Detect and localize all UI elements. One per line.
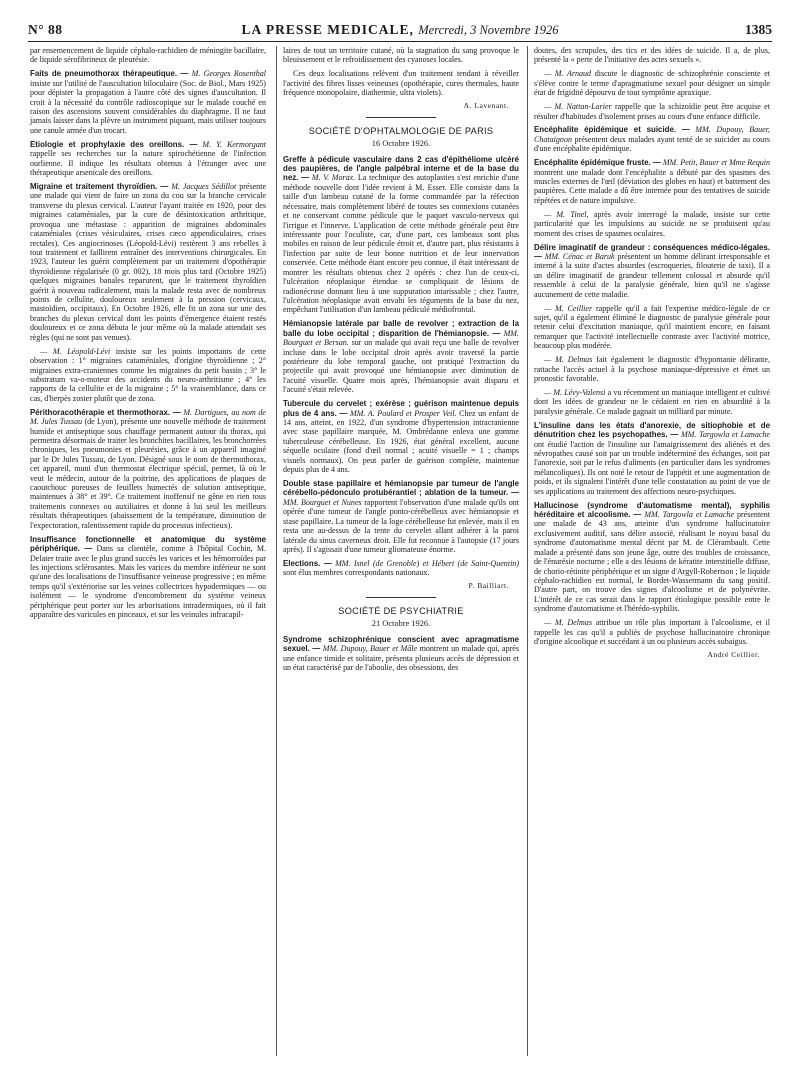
article-paragraph bbox=[534, 46, 770, 65]
journal-title bbox=[28, 22, 772, 38]
article-text: rapportent l'observation d'une malade qu'ils ont opérée d'une tumeur de l'angle ponto-cérébelleux avec hémianopsie et stase papillaire. La tumeur de la loge cérébelleuse fut enlevée, mais il en resta une au-dessus de la tente du cervelet allant adhérer à la paroi latérale du sinus caverneux droit. Elle fut reconnue à l'autopsie (17 jours après). Il s'agissait d'une tumeur gliomateuse énorme. bbox=[283, 497, 520, 554]
signature-ceillier: André Ceillier. bbox=[707, 649, 760, 659]
article-paragraph bbox=[534, 388, 770, 416]
article-paragraph bbox=[534, 125, 770, 153]
article-authors: MM. Cénac et Baruk bbox=[544, 252, 615, 262]
article-authors: M. Jacques Sédillot bbox=[171, 181, 237, 191]
article-heading: L'insuline dans les états d'anorexie, de sitiophobie et de dénutrition chez les psychopathes. — bbox=[534, 420, 770, 440]
article-authors: — M. Tinel, bbox=[544, 209, 589, 219]
article-text: attribue un rôle plus important à l'alcoolisme, et il rappelle les cas qu'il a publiés de psychose hallucinatoire chronique d'origine alcoolique et succédant à un ou plusieurs accès subaigus. bbox=[534, 618, 771, 647]
article-authors: — M. Delmas bbox=[544, 355, 593, 365]
article-paragraph bbox=[283, 559, 519, 578]
article-text: laires de tout un territoire cutané, où la stagnation du sang provoque le bleuissement et le refroidissement des cyanoses locales. bbox=[283, 46, 519, 65]
article-text: présentent un homme délirant irresponsable et interné à la suite d'actes absurdes (escroqueries, filouterie de taxi). Il a un délire imaginatif de grandeur tellement colossal et absurde qu'il ressemble à celui de la paralysie générale, bien qu'il ne s'agisse aucunement de cette maladie. bbox=[534, 252, 770, 299]
article-text: présentent une malade de 43 ans, atteinte d'un syndrome hallucinatoire exclusivement auditif, sans délire associé, réalisant le noyau basal du syndrome d'automatisme mental décrit par M. de Clérambault. Cette malade a présenté dans son jeune âge, outre des troubles de croissance, de l'énurésie nocturne ; elle a des lésions de kératite interstitielle diffuse, de chorio-rétinite périphérique et un signe d'Argyll-Robertson ; le liquide céphalo-rachidien est normal, le Bordet-Wassermann du sang positif. D'autre part, on trouve des signes d'alcoolisme et de polynévrite. L'intérêt de ce cas serait dans le rapport étiologique possible entre le syndrome d'automatisme et l'hérédo-syphilis. bbox=[534, 510, 771, 614]
article-text: montrent une malade dont l'encéphalite a débuté par des spasmes des muscles externes de l'œil (déviation des globes en haut) et battement des paupières. Cette malade a dû être internée pour des tentatives de suicide répétées et de nature impulsive. bbox=[534, 167, 770, 205]
article-heading: Greffe à pédicule vasculaire dans 2 cas d'épithéliome ulcéré des paupières, de l'angle palpébral interne et de la base du nez. — bbox=[283, 154, 519, 183]
article-paragraph bbox=[30, 69, 266, 135]
article-authors: MM. A. Poulard et Prosper Veil. bbox=[349, 408, 457, 418]
header-rule bbox=[28, 41, 772, 42]
article-text: par ensemencement de liquide céphalo-rachidien de méningite bacillaire, de liquide sérofibrineux de pleurésie. bbox=[30, 46, 266, 65]
article-authors: MM. Isnel (de Grenoble) et Hébert (de Saint-Quentin) bbox=[335, 558, 520, 568]
society-psychiatrie-date: 21 Octobre 1926. bbox=[371, 618, 431, 628]
article-authors: M. Georges Rosenthal bbox=[191, 69, 266, 79]
article-authors: M. Dartigues, au nom de M. Jules Tussau bbox=[30, 407, 267, 427]
article-heading: Encéphalite épidémique et suicide. — bbox=[534, 125, 690, 135]
article-text: La technique des autoplasties s'est enrichie d'une méthode nouvelle dont l'idée revient à M. Esser. Elle consiste dans la taille d'un lambeau cutané de la forme commandée par la réfection nécessaire, mais complètement libéré de toutes ses connexions cutanées et ne conservant comme pédicule que le paquet vasculo-nerveux qui l'irrigue et l'innerve. L'application de cette méthode générale peut être intéressante pour l'oculiste, car, d'une part, ces lambeaux sont plus mobiles en raison de leur pédicule étroit et, d'autre part, plus résistants à l'infection par suite de leur bonne nutrition et de leur innervation conservée. Cette méthode étant encore peu connue, il était intéressant de montrer les résultats obtenus chez 2 opérés : chez l'un de ceux-ci, l'ulcération néoplasique étendue se compliquait de lésions de radionécrose donnant lieu à une suppuration intarissable ; chez l'autre, l'ulcération néoplasique avait envahi les téguments de la base du nez, empêchant l'utilisation d'un lambeau pédiculé médiofrontal. bbox=[283, 173, 520, 315]
article-heading: Hallucinose (syndrome d'automatisme mental), syphilis héréditaire et alcoolisme. — bbox=[534, 500, 770, 520]
article-paragraph bbox=[534, 304, 770, 351]
article-paragraph bbox=[534, 618, 770, 646]
article-paragraph bbox=[283, 479, 519, 554]
article-authors: — M. Lévy-Valensi bbox=[544, 388, 606, 397]
article-paragraph bbox=[283, 46, 519, 65]
article-authors: MM. Targowla et Lamache bbox=[680, 430, 771, 440]
col2b-paragraphs bbox=[283, 155, 519, 578]
article-paragraph bbox=[30, 140, 266, 178]
article-text: rappelle ses recherches sur la nature spirochétienne de l'infection ourlienne. Il indique les résultats obtenus à l'étranger avec une thérapeutique arsenicale des oreillons. bbox=[30, 149, 266, 178]
article-authors: MM. Targowla et Lamache bbox=[644, 510, 735, 520]
article-text: montrent un malade qui, après une enfance timide et solitaire, présenta plusieurs accès de dépression et un état caractérisé par de l'aboulie, des obsessions, des bbox=[283, 644, 520, 673]
article-heading: Etiologie et prophylaxie des oreillons. — bbox=[30, 139, 198, 149]
article-text: sont élus membres correspondants nationaux. bbox=[283, 568, 430, 578]
article-text: (de Lyon), présente une nouvelle méthode de traitement humide et antiseptique sous chauffage permanent autour du thorax, qui permettra désormais de traiter les bronchites bacillaires, les bronchorrées chroniques, les pneumonies et pleurésies, grâce à un appareil imaginé par le Dr Jules Tussau, de Lyon. Désigné sous le nom de thermothorax, cet appareil, muni d'un thermostat électrique spécial, permet, là où le veut le médecin, autour de la poitrine, des applications de plaques de caoutchouc poreuses de feuillets humectés de solution antiseptique, maintenues à 38° et 39°. Ce traitement inoffensif ne gêne en rien tous traitements connexes ou auxiliaires et donne à lui seul les meilleurs résultats thérapeutiques (abaissement de la température, diminution de l'expectoration, ralentissement rapide du processus infectieux). bbox=[30, 417, 266, 530]
society-ophtalmologie-title: SOCIÉTÉ D'OPHTALMOLOGIE DE PARIS bbox=[308, 126, 494, 136]
article-authors: — M. Arnaud bbox=[544, 69, 592, 79]
issue-date: Mercredi, 3 Novembre 1926 bbox=[418, 23, 559, 37]
page-header bbox=[28, 22, 772, 40]
col3-paragraphs bbox=[534, 46, 770, 646]
article-heading: Double stase papillaire et hémianopsie par tumeur de l'angle cérébello-pédonculo protubérantiel ; ablation de la tumeur. — bbox=[283, 479, 519, 498]
column-2 bbox=[283, 46, 519, 677]
article-authors: — M. Ceillier bbox=[544, 303, 593, 313]
article-paragraph bbox=[534, 355, 770, 383]
article-text: ont étudié l'action de l'insuline sur l'amaigrissement des aliénés et des névropathes causé soit par un trouble indéterminé des échanges, soit par l'anorexie, soit par le refus d'aliments (en particulier dans les syndromes mélancoliques). Ils ont noté le retour de l'appétit et une augmentation de poids, et ils signalent l'intérêt d'une telle constatation au point de vue de ses applications au traitement des affections neuro-psychiques. bbox=[534, 439, 770, 496]
signature-bailliart: P. Bailliart. bbox=[468, 581, 509, 591]
article-authors: — M. Delmas bbox=[544, 618, 592, 628]
article-heading: Encéphalite épidémique fruste. — bbox=[534, 158, 661, 168]
article-text: présente une malade qui vient de faire un zona du cou sur la branche cervicale transverse du plexus cervical. L'auteur l'ayant traitée en 1920, pour des migraines cataméniales, par la cure de désintoxication arthritique, provoqua une métastase : apparition de migraines abdominales cataméniales (crises vésiculaires, crises cæco appendiculaires, crises rectales). Ces angiocrinoses (Léopold-Lévi) restèrent 3 ans rebelles à tout traitement et faillirent entraîner des interventions chirurgicales. En 1923, l'auteur les guérit complètement par un traitement d'opothérapie thyroïdienne régularisée (0 gr. 002), 18 mois plus tard (Octobre 1925) quelques migraines banales reparurent, que le traitement thyroïdien guérit à nouveau radicalement, mais la malade resta avec de nombreux points de cellulite, douloureux seulement à la pression (cervicaux, mastoïdien, occipitaux). En Octobre 1926, elle fit un zona sur une des branches du plexus cervical dont les points d'émergence étaient restés douloureux et ce zona débuta le jour même où la malade attendait ses règles (qui ne sont pas venues). bbox=[30, 181, 267, 342]
article-paragraph bbox=[534, 158, 770, 205]
article-text: a vu récemment un maniaque intelligent et cultivé dont les idées de grandeur ne le cédaient en rien en absurdité à la paralysie générale. Ce malade gagnait un milliard par minute. bbox=[534, 388, 770, 416]
article-heading: Hémianopsie latérale par balle de revolver ; extraction de la balle du lobe occipital ; disparition de l'hémianopsie. — bbox=[283, 319, 519, 338]
article-paragraph bbox=[30, 347, 266, 404]
article-text: présentent deux malades ayant tenté de se suicider au cours d'une encéphalite épidémique. bbox=[534, 134, 770, 154]
article-text: discute le diagnostic de schizophrénie consciente et s'élève contre le terme d'apragmatisme sexuel pour désigner un simple état de frigidité dépourvu de tout symptôme apraxique. bbox=[534, 69, 771, 98]
column-3 bbox=[534, 46, 770, 666]
article-text: Dans sa clientèle, comme à l'hôpital Cochin, M. Delater traite avec le plus grand succès les varices et les hémorroïdes par les injections sclérosantes. Mais les varices du membre inférieur ne sont qu'une des localisations de l'insuffisance veineuse progressive ; en même temps qu'il s'extériorise sur les veines collectrices hypodermiques — ou isolément — le syndrome d'encombrement du système veineux périphérique peut porter sur les arborisations intradermiques, où il fait apparaître des varicules en pinceaux, et sur les veinules infracapil- bbox=[30, 544, 266, 620]
article-heading: Périthoracothérapie et thermothorax. — bbox=[30, 407, 181, 417]
issue-number: N° 88 bbox=[28, 22, 63, 37]
article-authors: MM. Bourguet et Bersan. bbox=[283, 328, 519, 348]
signature-lavenant: A. Lavenant. bbox=[463, 101, 509, 111]
article-text: après avoir interrogé la malade, insiste sur cette particularité que les impulsions au suicide ne se produisent qu'au moment des crises de spasmes oculaires. bbox=[534, 209, 770, 238]
article-authors: M. Y. Kermorgant bbox=[202, 139, 267, 149]
article-paragraph bbox=[283, 155, 519, 315]
article-authors: M. V. Morax. bbox=[311, 173, 356, 183]
col2c-paragraphs bbox=[283, 635, 519, 673]
col1-paragraphs bbox=[30, 46, 266, 619]
article-paragraph bbox=[30, 408, 266, 530]
column-1 bbox=[30, 46, 266, 624]
article-paragraph bbox=[534, 501, 770, 614]
article-paragraph bbox=[30, 182, 266, 342]
article-text: fait également le diagnostic d'hypomanie délirante, rattache l'accès actuel à la psychose maniaque-dépressive et émet un pronostic favorable. bbox=[534, 355, 770, 384]
article-text: rappelle que la schizoïdie peut être acquise et résulter d'habitudes d'isolement prises au cours d'une enfance difficile. bbox=[534, 102, 770, 121]
article-heading: Faits de pneumothorax thérapeutique. — bbox=[30, 69, 189, 79]
society-psychiatrie-title: SOCIÉTÉ DE PSYCHIATRIE bbox=[338, 606, 464, 617]
article-paragraph bbox=[30, 535, 266, 620]
article-authors: MM. Dupouy, Bauer, Chataignon bbox=[534, 125, 770, 144]
section-separator bbox=[366, 597, 436, 598]
article-text: Chez un enfant de 14 ans, atteint, en 1922, d'un syndrome d'hypertension intracranienne avec stase papillaire marquée, M. Ombrédanne enleva une gomme tuberculeuse cérébelleuse. En 1926, état général excellent, aucune séquelle oculaire (fond d'œil normal ; acuité visuelle = 1 ; champs visuels normaux). On peut parler de guérison complète, maintenue depuis plus de 4 ans. bbox=[283, 408, 520, 475]
article-heading: Insuffisance fonctionnelle et anatomique du système périphérique. — bbox=[30, 534, 266, 554]
article-paragraph bbox=[283, 319, 519, 394]
article-text: Ces deux localisations relèvent d'un traitement tendant à réveiller l'activité des fibres lisses veineuses (opothérapie, cures thermales, haute fréquence monopolaire, diathermie, ultra violets). bbox=[283, 69, 519, 98]
article-text: rappelle qu'il a fait l'expertise médico-légale de ce sujet, qu'il a également éliminé le diagnostic de paralysie générale pour retenir celui d'excitation maniaque, qu'il maintient encore, en faisant remarquer que l'activité intellectuelle contraste avec l'activité motrice, beaucoup plus modérée. bbox=[534, 303, 770, 351]
article-heading: Elections. — bbox=[283, 558, 332, 568]
article-paragraph bbox=[30, 46, 266, 65]
article-text: doutes, des scrupules, des tics et des idées de suicide. Il a, de plus, présenté la « perte de l'initiative des actes sexuels ». bbox=[534, 46, 770, 65]
article-paragraph bbox=[283, 69, 519, 97]
article-authors: MM. Bourguet et Nunes bbox=[283, 497, 362, 507]
article-heading: Délire imaginatif de grandeur : conséquences médico-légales. — bbox=[534, 242, 770, 262]
article-authors: — M. Léopold-Lévi bbox=[40, 346, 111, 356]
col2a-paragraphs bbox=[283, 46, 519, 98]
article-paragraph bbox=[283, 635, 519, 673]
article-authors: — M. Nattan-Larier bbox=[544, 102, 612, 112]
page-number: 1385 bbox=[745, 22, 772, 37]
article-paragraph bbox=[283, 399, 519, 474]
article-authors: MM. Dupouy, Bauer et Mâle bbox=[322, 644, 418, 654]
article-paragraph bbox=[534, 69, 770, 97]
article-authors: MM. Petit, Bauer et Mme Requin bbox=[662, 158, 770, 168]
article-heading: Syndrome schizophrénique conscient avec apragmatisme sexuel. — bbox=[283, 634, 519, 654]
article-paragraph bbox=[534, 102, 770, 121]
column-divider bbox=[527, 46, 528, 1056]
article-heading: Migraine et traitement thyroïdien. — bbox=[30, 181, 169, 191]
column-divider bbox=[276, 46, 277, 1056]
article-text: sur un malade qui avait reçu une balle de revolver incluse dans le lobe occipital droit après avoir traversé la partie postérieure du lobe temporal gauche, ont pratiqué l'extraction du projectile qui avait provoqué une hémianopsie avec diminution de l'acuité visuelle. Quatre mois après, l'hémianopsie avait disparu et l'acuité s'était relevée. bbox=[283, 338, 519, 395]
article-text: insiste sur l'utilité de l'auscultation biloculaire (Soc. de Biol., Mars 1925) pour dépister la propagation à l'autre côté des signes d'auscultation. Il croit à la nécessité du contrôle radioscopique sur le malade couché en raison des ascensions souvent considérables du diaphragme. Il ne faut jamais laisser dans la plèvre un instrument piquant, mais utiliser toujours une canule armée d'un trocart. bbox=[30, 78, 266, 135]
journal-name: LA PRESSE MEDICALE, bbox=[241, 22, 414, 37]
section-separator bbox=[366, 117, 436, 118]
article-heading: Tubercule du cervelet ; exérèse ; guérison maintenue depuis plus de 4 ans. — bbox=[283, 399, 519, 418]
article-paragraph bbox=[534, 210, 770, 238]
article-text: insiste sur les points importants de cette observation : 1° migraines cataméniales, d'origine thyroïdienne ; 2° migraines extra-craniennes comme les migraines du petit bassin ; 3° le substratum va-o-moteur des accidents du neuro-arthritisme ; 4° les rapports de la cellulite et de la migraine ; 5° la vraisemblance, dans ce cas, d'herpès zoster plutôt que de zona. bbox=[30, 346, 266, 403]
article-paragraph bbox=[534, 421, 770, 496]
society-ophtalmologie-date: 16 Octobre 1926. bbox=[371, 138, 431, 148]
article-paragraph bbox=[534, 243, 770, 300]
